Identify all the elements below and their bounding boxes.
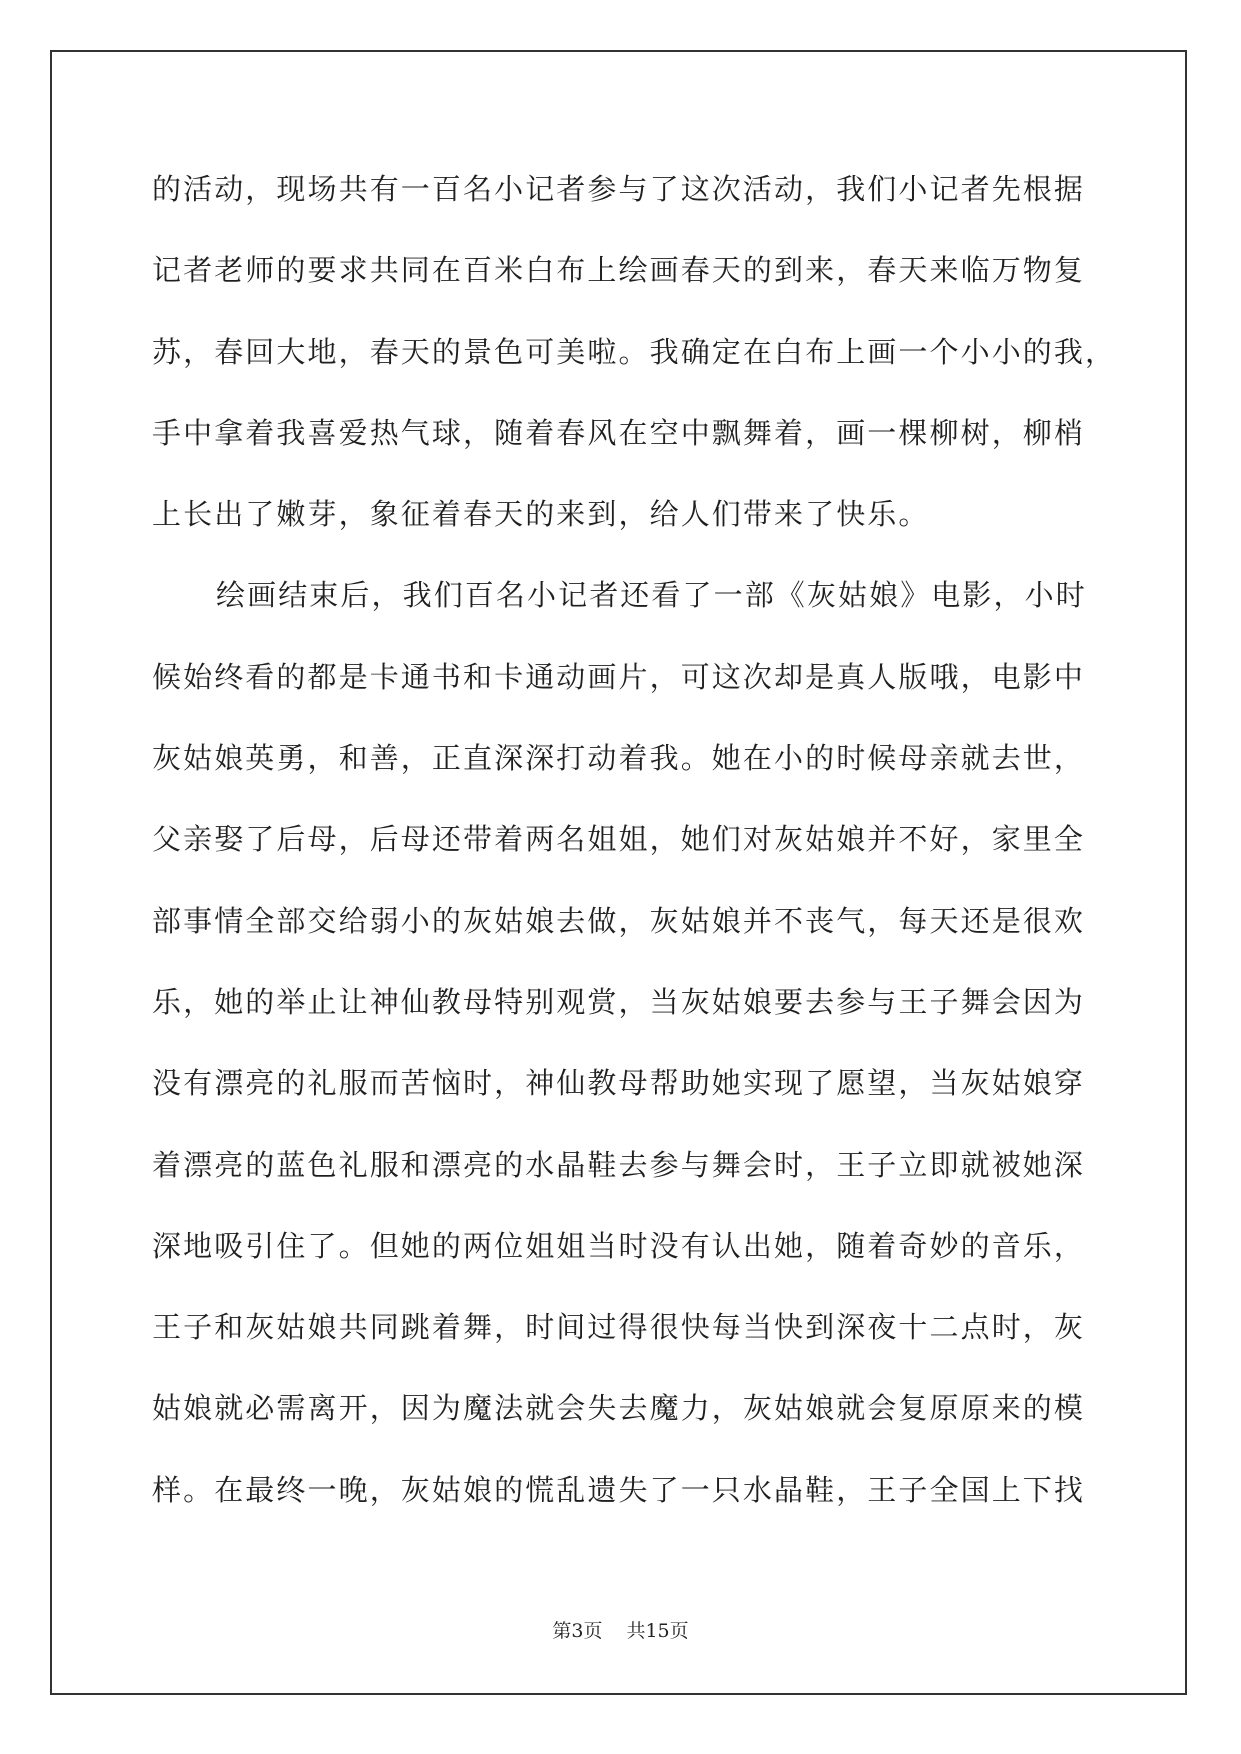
text-line: 没有漂亮的礼服而苦恼时，神仙教母帮助她实现了愿望，当灰姑娘穿	[152, 1066, 1086, 1101]
text-line: 候始终看的都是卡通书和卡通动画片，可这次却是真人版哦，电影中	[152, 659, 1086, 694]
page-footer	[0, 1616, 1241, 1643]
text-line: 部事情全部交给弱小的灰姑娘去做，灰姑娘并不丧气，每天还是很欢	[152, 903, 1086, 938]
text-line: 记者老师的要求共同在百米白布上绘画春天的到来，春天来临万物复	[152, 253, 1086, 288]
text-line: 父亲娶了后母，后母还带着两名姐姐，她们对灰姑娘并不好，家里全	[152, 822, 1086, 857]
text-line: 灰姑娘英勇，和善，正直深深打动着我。她在小的时候母亲就去世，	[152, 741, 1086, 776]
current-page-number: 第3页	[552, 1620, 603, 1642]
text-line: 苏，春回大地，春天的景色可美啦。我确定在白布上画一个小小的我，	[152, 334, 1117, 369]
text-line: 样。在最终一晚，灰姑娘的慌乱遗失了一只水晶鞋，王子全国上下找	[152, 1472, 1086, 1507]
text-line: 着漂亮的蓝色礼服和漂亮的水晶鞋去参与舞会时，王子立即就被她深	[152, 1147, 1086, 1182]
text-line: 的活动，现场共有一百名小记者参与了这次活动，我们小记者先根据	[152, 172, 1086, 206]
total-pages: 共15页	[626, 1620, 689, 1642]
text-line: 王子和灰姑娘共同跳着舞，时间过得很快每当快到深夜十二点时，灰	[152, 1310, 1086, 1345]
paragraph-start-line: 绘画结束后，我们百名小记者还看了一部《灰姑娘》电影，小时	[216, 578, 1087, 613]
text-line: 上长出了嫩芽，象征着春天的来到，给人们带来了快乐。	[152, 497, 930, 532]
document-body	[152, 157, 1117, 1539]
text-line: 姑娘就必需离开，因为魔法就会失去魔力，灰姑娘就会复原原来的模	[152, 1391, 1086, 1426]
text-line: 深地吸引住了。但她的两位姐姐当时没有认出她，随着奇妙的音乐，	[152, 1228, 1086, 1263]
text-line: 乐，她的举止让神仙教母特别观赏，当灰姑娘要去参与王子舞会因为	[152, 984, 1086, 1019]
text-line: 手中拿着我喜爱热气球，随着春风在空中飘舞着，画一棵柳树，柳梢	[152, 415, 1086, 450]
